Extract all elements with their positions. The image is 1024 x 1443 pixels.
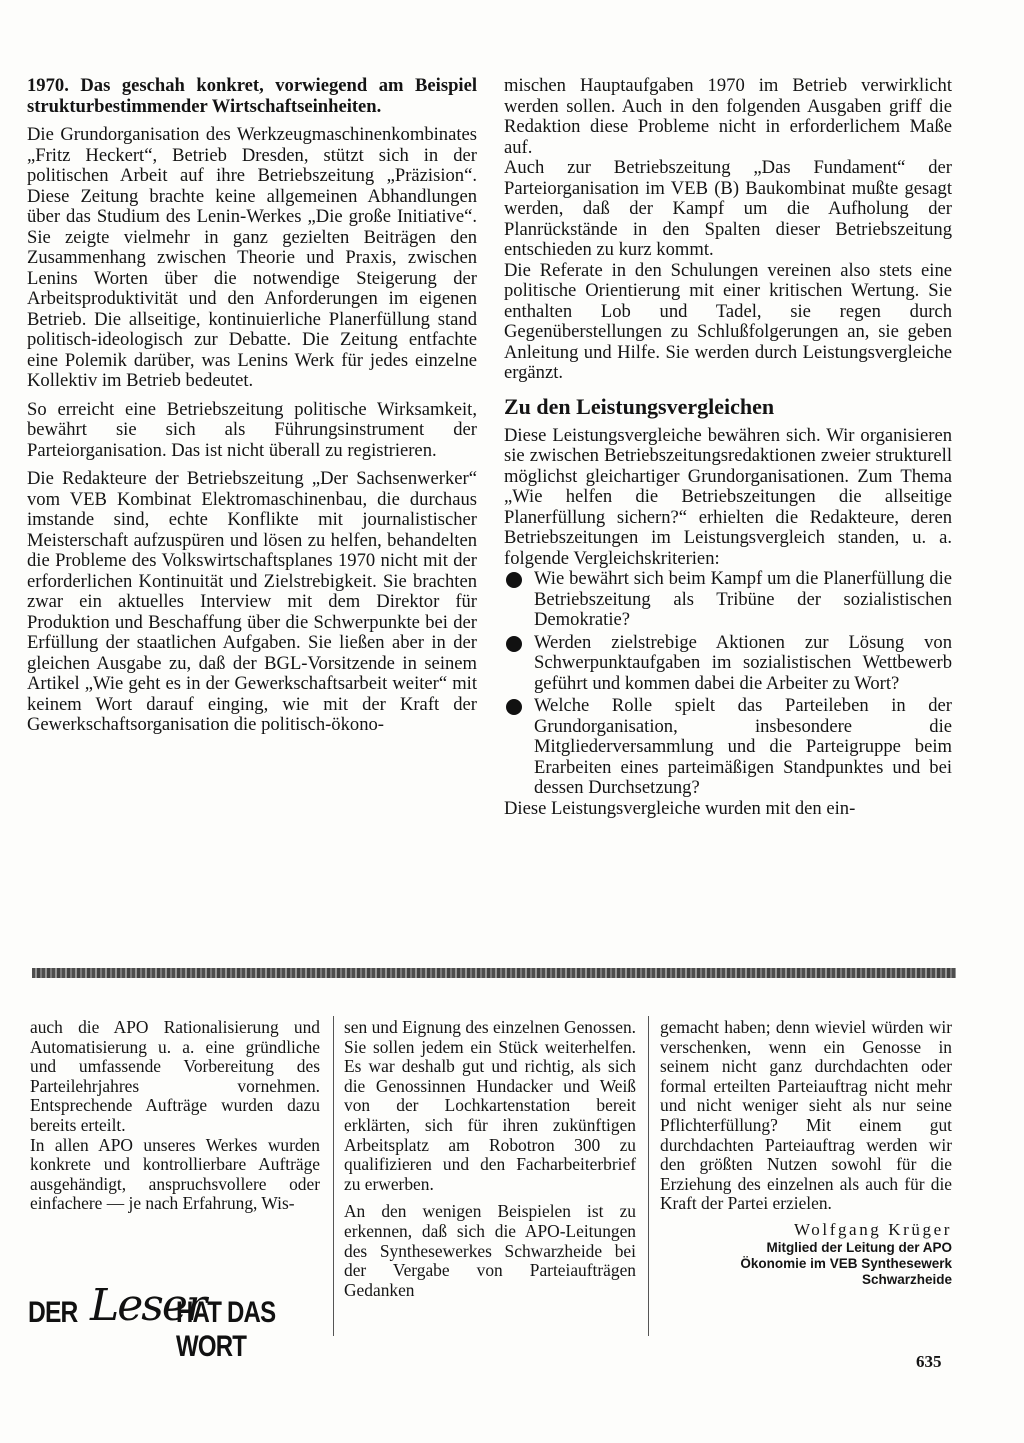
paragraph: An den wenigen Beispielen ist zu erkennen, daß sich die APO-Leitungen des Synthesewerkes Schwarzheide bei der Vergabe von Parteiaufträgen Gedanken — [344, 1201, 636, 1300]
author-name: Wolfgang Krüger — [793, 1219, 952, 1239]
criteria-list — [504, 569, 952, 799]
paragraph: Die Referate in den Schulungen vereinen also stets eine politische Orientierung mit einer kritischen Wertung. Sie enthalten Lob und Tadel, sie regen durch Gegenüberstellungen zu Schlußfolgerungen an, sie geben Anleitung und Hilfe. Sie werden durch Leistungsvergleiche ergänzt. — [504, 259, 952, 383]
paragraph: In allen APO unseres Werkes wurden konkrete und kontrollierbare Aufträge ausgehändigt, anspruchsvollere oder einfachere — je nach Erfahrung, Wis- — [30, 1134, 320, 1214]
letter-column-1 — [30, 1018, 320, 1214]
article-column-2 — [504, 76, 952, 819]
paragraph: mischen Hauptaufgaben 1970 im Betrieb verwirklicht werden sollen. Auch in den folgenden Ausgaben griff die Redaktion diese Probleme nicht in erforderlichem Maße auf. — [504, 75, 952, 158]
author-affiliation: Schwarzheide — [861, 1271, 952, 1287]
paragraph: Diese Leistungsvergleiche bewähren sich. Wir organisieren sie zwischen Betriebszeitungsredaktionen zweier strukturell möglichst gleichartiger Grundorganisationen. Zum Thema „Wie helfen die Betriebszeitungen die allseitige Planerfüllung sichern?“ erhielten die Redakteure, deren Betriebszeitungen im Leistungsvergleich standen, u. a. folgende Vergleichskriterien: — [504, 424, 952, 569]
letter-column-2 — [344, 1018, 636, 1300]
logo-word: DER — [28, 1296, 78, 1329]
bullet-icon — [506, 636, 522, 652]
paragraph: Die Grundorganisation des Werkzeugmaschinenkombinates „Fritz Heckert“, Betrieb Dresden, stützt sich in der politischen Arbeit auf ihre Betriebszeitung „Präzision“. Diese Zeitung brachte keine allgemeinen Abhandlungen über das Studium des Lenin-Werkes „Die große Initiative“. Sie zeigte vielmehr in ganz gezielten Beiträgen den Zusammenhang zwischen Theorie und Praxis, zwischen Lenins Worten über die notwendige Steigerung der Arbeitsproduktivität und den Anforderungen im eigenen Betrieb. Die allseitige, kontinuierliche Planerfüllung stand politisch-ideologisch zur Debatte. Die Zeitung entfachte eine Polemik darüber, was Lenins Werk für jedes einzelne Kollektiv im Betrieb bedeutet. — [27, 124, 477, 391]
list-item: Welche Rolle spielt das Parteileben in der Grundorganisation, insbesondere die Mitgliederversammlung und die Parteigruppe beim Erarbeiten eines parteimäßigen Standpunktes und bei dessen Durchsetzung? — [504, 696, 952, 799]
paragraph: 1970. Das geschah konkret, vorwiegend am Beispiel strukturbestimmender Wirtschaftseinheiten. — [27, 75, 477, 117]
paragraph: Diese Leistungsvergleiche wurden mit den ein- — [504, 797, 856, 819]
bullet-icon — [506, 699, 522, 715]
paragraph: So erreicht eine Betriebszeitung politische Wirksamkeit, bewährt sie sich als Führungsinstrument der Parteiorganisation. Das ist nicht überall zu registrieren. — [27, 398, 477, 461]
author-affiliation: Mitglied der Leitung der APO — [766, 1239, 952, 1255]
paragraph: auch die APO Rationalisierung und Automatisierung u. a. eine gründliche und umfassende Vorbereitung des Parteilehrjahres vornehmen. Entsprechende Aufträge wurden dazu bereits erteilt. — [30, 1017, 320, 1135]
section-logo — [28, 1278, 313, 1363]
paragraph: gemacht haben; denn wieviel würden wir verschenken, wenn ein Genosse in seinem nicht ganz durchdachten oder formal erteilten Parteiauftrag nicht mehr und nicht weniger sieht als nur seine Pflichterfüllung? Mit einem gut durchdachten Parteiauftrag werden wir den größten Nutzen sowohl für die Erziehung des einzelnen als auch für die Kraft der Partei erzielen. — [660, 1017, 952, 1214]
page-number: 635 — [916, 1352, 942, 1371]
author-affiliation: Ökonomie im VEB Synthesewerk — [740, 1255, 952, 1271]
paragraph: Auch zur Betriebszeitung „Das Fundament“ der Parteiorganisation im VEB (B) Baukombinat mußte gesagt werden, daß der Kampf um die Aufholung der Planrückstände in den Spalten dieser Betriebszeitung entschieden zu kurz kommt. — [504, 157, 952, 260]
article-column-1 — [27, 76, 477, 736]
list-item: Wie bewährt sich beim Kampf um die Planerfüllung die Betriebszeitung als Tribüne der sozialistischen Demokratie? — [504, 569, 952, 631]
paragraph: Die Redakteure der Betriebszeitung „Der Sachsenwerker“ vom VEB Kombinat Elektromaschinenbau, die durchaus imstande sind, echte Konflikte mit journalistischer Meisterschaft aufzuspüren und lösen zu helfen, behandelten die Probleme des Volkswirtschaftsplanes 1970 nicht mit der erforderlichen Kontinuität und Zielstrebigkeit. Sie brachten zwar ein aktuelles Interview mit dem Direktor für Produktion und Beschaffung über die Schwerpunkte bei der Erfüllung der staatlichen Aufgaben. Sie ließen aber in der gleichen Ausgabe zu, daß der BGL-Vorsitzende in seinem Artikel „Wie geht es in der Gewerkschaftsarbeit weiter“ mit keinem Wort darauf einging, wie mit der Kraft der Gewerkschaftsorganisation die politisch-ökono- — [27, 468, 477, 735]
section-heading: Zu den Leistungsvergleichen — [504, 393, 775, 419]
letter-column-3 — [660, 1018, 952, 1288]
column-separator — [333, 1016, 334, 1336]
paragraph: sen und Eignung des einzelnen Genossen. Sie sollen jedem ein Stück weiterhelfen. Es war deshalb gut und richtig, als sich die Genossinnen Hundacker und Weiß von der Lochkartenstation bereit erklärten, sich für ihren zukünftigen Arbeitsplatz am Robotron 300 zu qualifizieren und den Facharbeiterbrief zu erwerben. — [344, 1017, 636, 1194]
list-item: Werden zielstrebige Aktionen zur Lösung von Schwerpunktaufgaben im sozialistischen Wettbewerb geführt und kommen dabei die Arbeiter zu Wort? — [504, 633, 952, 695]
bullet-icon — [506, 572, 522, 588]
logo-script-word: Leser — [90, 1280, 205, 1331]
logo-word: HAT DAS WORT — [176, 1296, 276, 1363]
section-divider — [32, 968, 956, 978]
column-separator — [648, 1016, 649, 1336]
